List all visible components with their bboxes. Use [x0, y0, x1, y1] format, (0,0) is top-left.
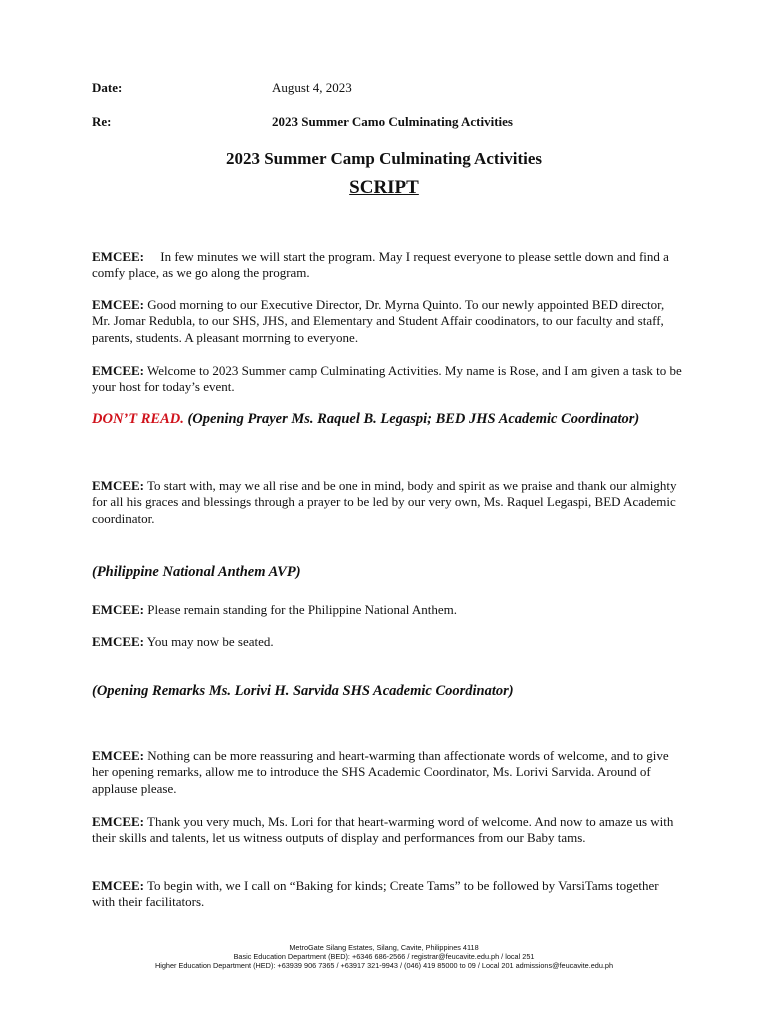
paragraph-text: Welcome to 2023 Summer camp Culminating Activities. My name is Rose, and I am given a task to be your host for today’s event.	[92, 363, 682, 395]
paragraph-text: To begin with, we I call on “Baking for kinds; Create Tams” to be followed by VarsiTams together with their facilitators.	[92, 878, 659, 910]
re-label: Re:	[92, 114, 112, 129]
emcee-paragraph-8	[92, 814, 682, 847]
paragraph-text: In few minutes we will start the program. May I request everyone to please settle down and find a comfy place, as we go along the program.	[92, 249, 669, 281]
footer-hed-contact: Higher Education Department (HED): +63939 906 7365 / +63917 321-9943 / (046) 419 85000 to 09 / Local 201 admissions@feucavite.edu.ph	[154, 961, 614, 971]
script-heading	[0, 177, 768, 199]
footer-address: MetroGate Silang Estates, Silang, Cavite, Philippines 4118	[289, 943, 479, 952]
date-value: August 4, 2023	[272, 80, 352, 95]
emcee-label: EMCEE:	[92, 748, 144, 763]
emcee-paragraph-4	[92, 478, 682, 527]
paragraph-text: Please remain standing for the Philippine National Anthem.	[147, 602, 458, 617]
script-heading-text: SCRIPT	[349, 177, 419, 198]
paragraph-text: You may now be seated.	[146, 634, 274, 649]
emcee-paragraph-5	[92, 602, 682, 618]
emcee-paragraph-9	[92, 878, 682, 911]
paragraph-text: To start with, may we all rise and be one in mind, body and spirit as we praise and thank our almighty for all his graces and blessings through a prayer to be led by our very own, Ms. Raquel Legaspi, BED Academic coordinator.	[92, 478, 677, 526]
paragraph-text: Good morning to our Executive Director, Dr. Myrna Quinto. To our newly appointed BED director, Mr. Jomar Redubla, to our SHS, JHS, and Elementary and Student Affair coodinators, to our faculty and staff, parents, students. A pleasant morrning to everyone.	[92, 297, 665, 345]
emcee-label: EMCEE:	[92, 602, 144, 617]
opening-remarks-note: (Opening Remarks Ms. Lorivi H. Sarvida SHS Academic Coordinator)	[92, 683, 514, 699]
document-title: 2023 Summer Camp Culminating Activities	[225, 149, 543, 168]
emcee-paragraph-6	[92, 634, 682, 650]
footer-bed-contact: Basic Education Department (BED): +6346 686-2566 / registrar@feucavite.edu.ph / local 251	[233, 952, 535, 962]
footer	[0, 943, 768, 971]
date-label: Date:	[92, 80, 123, 95]
emcee-label: EMCEE:	[92, 249, 144, 264]
emcee-label: EMCEE:	[92, 297, 144, 312]
emcee-label: EMCEE:	[92, 878, 144, 893]
opening-prayer-text: (Opening Prayer Ms. Raquel B. Legaspi; BED JHS Academic Coordinator)	[187, 411, 640, 427]
emcee-paragraph-3	[92, 363, 682, 396]
paragraph-text: Thank you very much, Ms. Lori for that heart-warming word of welcome. And now to amaze us with their skills and talents, let us witness outputs of display and performances from our Baby tams.	[92, 814, 674, 846]
emcee-paragraph-2	[92, 297, 682, 346]
anthem-note: (Philippine National Anthem AVP)	[92, 564, 301, 580]
opening-prayer-note	[92, 411, 682, 428]
emcee-label: EMCEE:	[92, 363, 144, 378]
emcee-paragraph-1	[92, 249, 682, 282]
emcee-label: EMCEE:	[92, 634, 144, 649]
emcee-label: EMCEE:	[92, 814, 144, 829]
emcee-label: EMCEE:	[92, 478, 144, 493]
re-value: 2023 Summer Camo Culminating Activities	[272, 114, 513, 129]
paragraph-text: Nothing can be more reassuring and heart-warming than affectionate words of welcome, and to give her opening remarks, allow me to introduce the SHS Academic Coordinator, Ms. Lorivi Sarvida. Around of applause please.	[92, 748, 669, 796]
emcee-paragraph-7	[92, 748, 682, 797]
dont-read-label: DON’T READ.	[92, 411, 184, 427]
